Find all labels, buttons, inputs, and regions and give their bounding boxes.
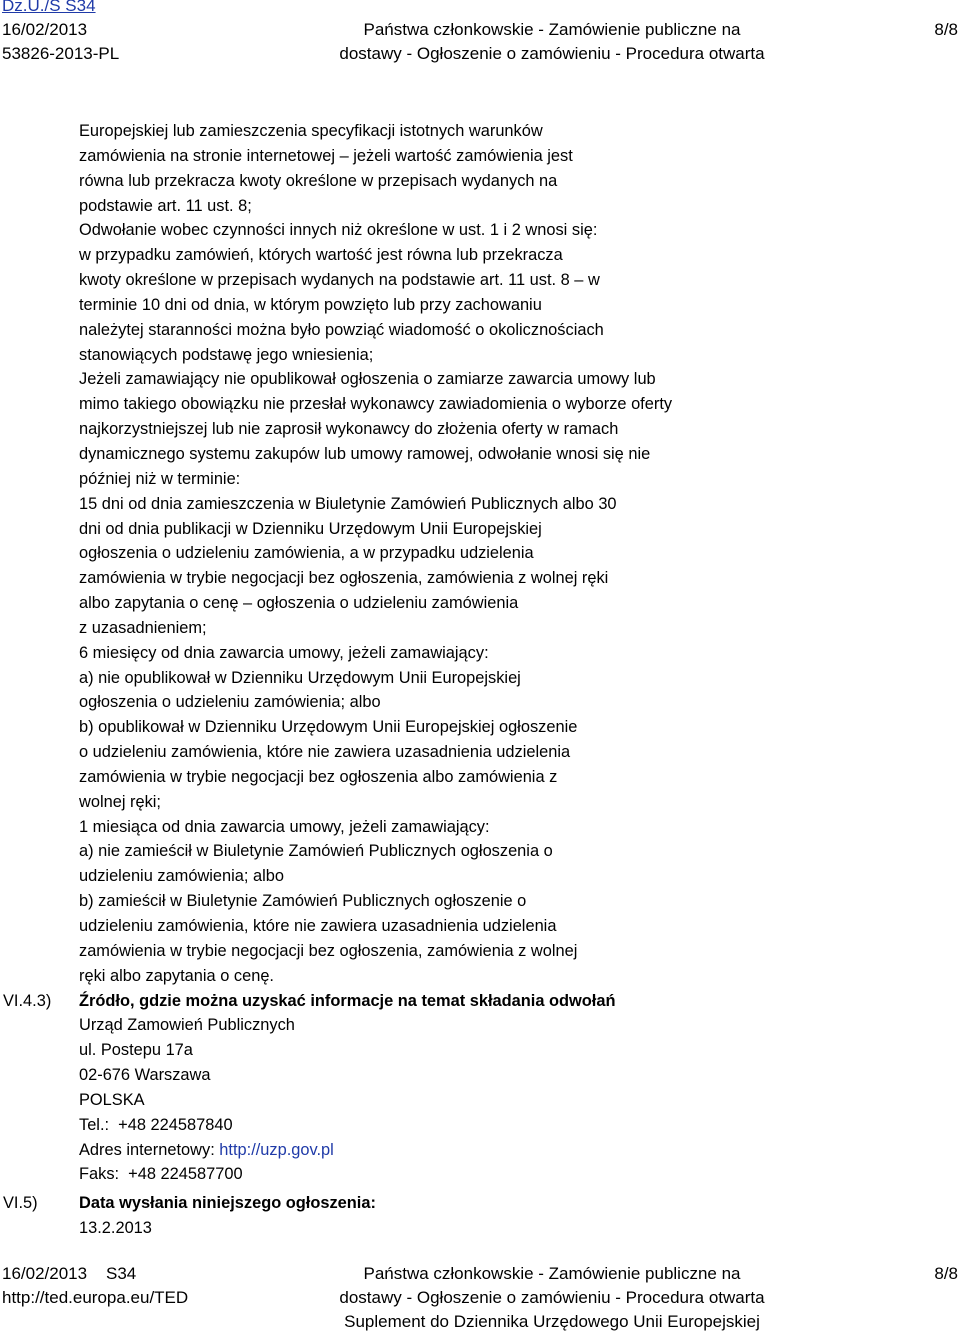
text-line: b) opublikował w Dzienniku Urzędowym Unii Europejskiej ogłoszenie [79, 718, 578, 737]
header-title-line2: dostawy - Ogłoszenie o zamówieniu - Procedura otwarta [339, 44, 765, 63]
text-line: później niż w terminie: [79, 469, 241, 488]
footer-title-line1: Państwa członkowskie - Zamówienie publiczne na [363, 1264, 741, 1283]
appeal-text [79, 119, 939, 989]
section-number: VI.4.3) [3, 991, 52, 1010]
text-line: kwoty określone w przepisach wydanych na podstawie art. 11 ust. 8 – w [79, 271, 600, 290]
header-date: 16/02/2013 [2, 20, 88, 39]
text-line: Jeżeli zamawiający nie opublikował ogłoszenia o zamiarze zawarcia umowy lub [79, 370, 656, 389]
footer-issue: S34 [106, 1264, 137, 1283]
section-vi-5 [3, 1191, 939, 1241]
section-vi-4-3 [3, 989, 939, 1188]
text-line: z uzasadnieniem; [79, 618, 207, 637]
text-line: terminie 10 dni od dnia, w którym powzięto lub przy zachowaniu [79, 295, 542, 314]
section-number: VI.5) [3, 1194, 38, 1213]
text-line: wolnej ręki; [79, 792, 161, 811]
text-line: o udzieleniu zamówienia, które nie zawiera uzasadnienia udzielenia [79, 743, 571, 762]
text-line: należytej staranności można było powziąć wiadomość o okolicznościach [79, 320, 604, 339]
header-doc-id: 53826-2013-PL [2, 44, 120, 63]
text-line: 6 miesięcy od dnia zawarcia umowy, jeżeli zamawiający: [79, 643, 489, 662]
text-line: udzieleniu zamówienia, które nie zawiera uzasadnienia udzielenia [79, 917, 557, 935]
text-line: zamówienia na stronie internetowej – jeżeli wartość zamówienia jest [79, 146, 573, 165]
text-line: stanowiących podstawę jego wniesienia; [79, 345, 374, 364]
section-title: Źródło, gdzie można uzyskać informacje na temat składania odwołań [79, 991, 616, 1010]
org-name: Urząd Zamowień Publicznych [79, 1016, 295, 1035]
web-label: Adres internetowy: [79, 1140, 220, 1159]
text-line: 15 dni od dnia zamieszczenia w Biuletynie Zamówień Publicznych albo 30 [79, 494, 617, 513]
footer-page-number: 8/8 [934, 1264, 958, 1283]
country: POLSKA [79, 1090, 145, 1109]
text-line: dynamicznego systemu zakupów lub umowy ramowej, odwołanie wnosi się nie [79, 444, 651, 463]
web-address [79, 1138, 939, 1163]
footer-left [2, 1262, 188, 1310]
text-line: ogłoszenia o udzieleniu zamówienia, a w przypadku udzielenia [79, 544, 534, 563]
text-line: Europejskiej lub zamieszczenia specyfikacji istotnych warunków [79, 122, 543, 140]
footer-title-line2: dostawy - Ogłoszenie o zamówieniu - Procedura otwarta [339, 1288, 765, 1307]
footer-title-line3: Suplement do Dziennika Urzędowego Unii Europejskiej [344, 1312, 760, 1331]
footer-url[interactable]: http://ted.europa.eu/TED [2, 1288, 189, 1307]
dispatch-date: 13.2.2013 [79, 1219, 152, 1238]
header-page-number: 8/8 [934, 20, 958, 39]
text-line: najkorzystniejszej lub nie zaprosił wykonawcy do złożenia oferty w ramach [79, 420, 619, 439]
text-line: podstawie art. 11 ust. 8; [79, 196, 252, 215]
footer-date: 16/02/2013 [2, 1264, 88, 1283]
text-line: zamówienia w trybie negocjacji bez ogłoszenia albo zamówienia z [79, 767, 558, 786]
text-line: ogłoszenia o udzieleniu zamówienia; albo [79, 693, 381, 712]
fax: Faks: +48 224587700 [79, 1165, 243, 1184]
text-line: albo zapytania o cenę – ogłoszenia o udzieleniu zamówienia [79, 594, 519, 613]
text-line: a) nie opublikował w Dzienniku Urzędowym Unii Europejskiej [79, 668, 521, 687]
section-title: Data wysłania niniejszego ogłoszenia: [79, 1194, 376, 1213]
text-line: mimo takiego obowiązku nie przesłał wykonawcy zawiadomienia o wyborze oferty [79, 395, 673, 414]
text-line: równa lub przekracza kwoty określone w przepisach wydanych na [79, 171, 558, 190]
web-link[interactable]: http://uzp.gov.pl [219, 1140, 334, 1159]
header-title-line1: Państwa członkowskie - Zamówienie publiczne na [363, 20, 741, 39]
text-line: 1 miesiąca od dnia zawarcia umowy, jeżeli zamawiający: [79, 817, 490, 836]
street: ul. Postepu 17a [79, 1041, 193, 1060]
journal-link[interactable]: Dz.U./S S34 [2, 0, 96, 15]
text-line: zamówienia w trybie negocjacji bez ogłoszenia, zamówienia z wolnej ręki [79, 569, 609, 588]
text-line: dni od dnia publikacji w Dzienniku Urzędowym Unii Europejskiej [79, 519, 542, 538]
text-line: zamówienia w trybie negocjacji bez ogłoszenia, zamówienia z wolnej [79, 941, 578, 960]
footer-title [258, 1262, 846, 1334]
text-line: udzieleniu zamówienia; albo [79, 867, 285, 886]
text-line: w przypadku zamówień, których wartość jest równa lub przekracza [79, 246, 563, 265]
text-line: a) nie zamieścił w Biuletynie Zamówień Publicznych ogłoszenia o [79, 842, 553, 861]
document-body [3, 119, 939, 1241]
header-title [258, 18, 846, 66]
text-line: b) zamieścił w Biuletynie Zamówień Publicznych ogłoszenie o [79, 892, 527, 911]
city: 02-676 Warszawa [79, 1066, 211, 1085]
text-line: ręki albo zapytania o cenę. [79, 966, 274, 985]
header-left [2, 0, 119, 66]
text-line: Odwołanie wobec czynności innych niż określone w ust. 1 i 2 wnosi się: [79, 221, 598, 240]
telephone: Tel.: +48 224587840 [79, 1115, 233, 1134]
